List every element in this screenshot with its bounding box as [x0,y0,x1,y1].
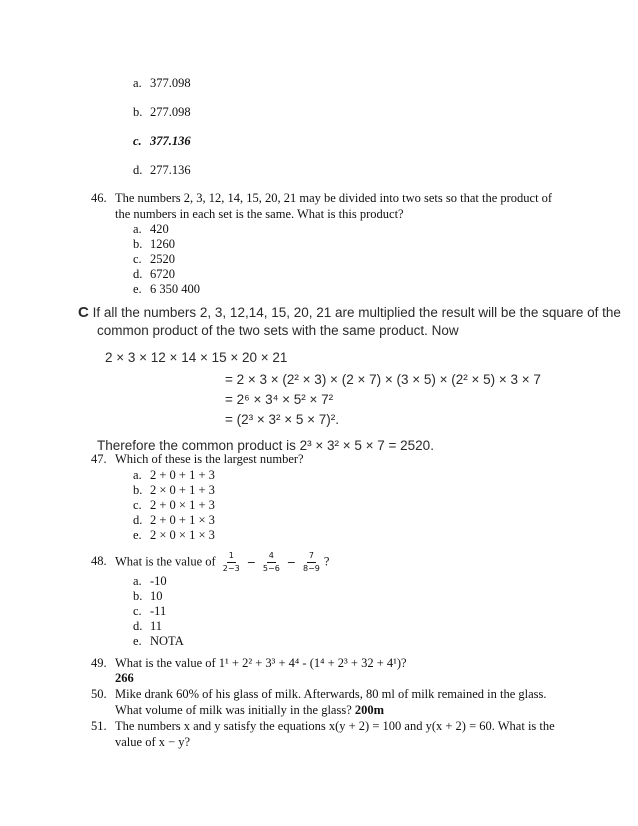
question-51 [91,719,555,734]
option-letter: e. [133,282,142,296]
question-text: Which of these is the largest number? [115,452,304,466]
question-46-line2: the numbers in each set is the same. What is this product? [115,207,404,221]
q46-option-c [133,252,175,267]
q46-option-d [133,267,175,282]
fraction-numerator: 4 [267,551,276,563]
option-text: 277.136 [150,163,191,177]
fraction-2 [261,551,282,574]
minus-sign: − [286,556,297,569]
option-a [133,76,191,91]
option-letter: d. [133,619,143,633]
option-text: 2 × 0 × 1 × 3 [150,528,215,542]
solution-line1 [78,304,621,321]
option-letter: d. [133,513,143,527]
option-text: 277.098 [150,105,191,119]
option-letter: a. [133,574,142,588]
option-letter: a. [133,76,142,90]
option-letter: b. [133,483,143,497]
q46-option-b [133,237,175,252]
option-letter: a. [133,468,142,482]
q46-option-a [133,222,169,237]
solution-conclusion: Therefore the common product is 2³ × 3² × 5 × 7 = 2520. [97,438,434,453]
q47-option-b [133,483,215,498]
q46-option-e [133,282,200,297]
option-text: -11 [150,604,167,618]
fraction-numerator: 1 [227,551,236,563]
option-text: -10 [150,574,167,588]
option-text: 6 350 400 [150,282,200,296]
fraction-1 [221,551,242,574]
option-letter: e. [133,634,142,648]
q48-option-a [133,574,167,589]
q48-option-b [133,589,163,604]
option-letter: a. [133,222,142,236]
question-text: The numbers 2, 3, 12, 14, 15, 20, 21 may be divided into two sets so that the product of [115,191,553,205]
option-letter: c. [133,134,142,148]
question-text: What is the value of 1¹ + 2² + 3³ + 4⁴ - (1⁴ + 2³ + 32 + 4¹)? [115,656,407,670]
option-text: 1260 [150,237,175,251]
option-c-correct [133,134,191,149]
question-48 [91,551,329,574]
q48-option-d [133,619,162,634]
solution-eq1: = 2 × 3 × (2² × 3) × (2 × 7) × (3 × 5) × (2² × 5) × 3 × 7 [225,372,541,387]
question-text: What is the value of [115,554,216,569]
solution-line2: common product of the two sets with the same product. Now [97,323,459,338]
question-text: What volume of milk was initially in the glass? [115,703,352,717]
solution-eq2: = 2⁶ × 3⁴ × 5² × 7² [225,392,334,407]
fraction-3 [301,551,322,574]
q47-option-a [133,468,215,483]
option-d [133,163,191,178]
solution-eq3: = (2³ × 3² × 5 × 7)². [225,412,340,427]
option-letter: b. [133,105,143,119]
option-letter: c. [133,498,142,512]
q47-option-c [133,498,215,513]
question-number: 49. [91,656,107,670]
question-number: 47. [91,452,107,466]
question-49-answer: 266 [115,671,134,685]
option-letter: d. [133,163,143,177]
option-letter: e. [133,528,142,542]
option-letter: b. [133,237,143,251]
option-letter: c. [133,252,142,266]
option-letter: d. [133,267,143,281]
question-46 [91,191,552,206]
option-text: 377.098 [150,76,191,90]
fraction-numerator: 7 [307,551,316,563]
q48-option-c [133,604,166,619]
question-49 [91,656,407,671]
option-text: 2 × 0 + 1 + 3 [150,483,215,497]
option-text: 10 [150,589,163,603]
question-mark: ? [323,554,330,569]
fraction-denominator: 2−3 [222,564,240,573]
option-letter: b. [133,589,143,603]
option-text: 2 + 0 × 1 + 3 [150,498,215,512]
option-text: 2 + 0 + 1 × 3 [150,513,215,527]
solution-answer-letter: C [78,304,89,321]
option-text: 420 [150,222,169,236]
question-text: Mike drank 60% of his glass of milk. Afterwards, 80 ml of milk remained in the glass. [115,687,547,701]
option-text: 2 + 0 + 1 + 3 [150,468,215,482]
question-51-line2: value of x − y? [115,735,191,749]
question-number: 51. [91,719,107,733]
minus-sign: − [246,556,256,569]
option-letter: c. [133,604,142,618]
q47-option-d [133,513,215,528]
option-text: 2520 [150,252,175,266]
option-b [133,105,191,120]
q48-option-e [133,634,184,649]
question-number: 48. [91,554,107,569]
fraction-denominator: 5−6 [262,564,280,573]
option-text: 6720 [150,267,175,281]
fraction-denominator: 8−9 [303,564,320,573]
solution-eq0: 2 × 3 × 12 × 14 × 15 × 20 × 21 [105,350,288,365]
q47-option-e [133,528,215,543]
option-text: 11 [150,619,163,633]
solution-text: If all the numbers 2, 3, 12,14, 15, 20, 21 are multiplied the result will be the square of the [92,305,621,320]
question-47 [91,452,304,467]
question-50-line2 [115,703,384,718]
question-50-answer: 200m [354,703,385,717]
question-number: 50. [91,687,107,701]
question-50 [91,687,547,702]
option-text: 377.136 [150,134,191,148]
question-text: The numbers x and y satisfy the equations x(y + 2) = 100 and y(x + 2) = 60. What is the [115,719,555,733]
option-text: NOTA [150,634,184,648]
question-number: 46. [91,191,107,205]
